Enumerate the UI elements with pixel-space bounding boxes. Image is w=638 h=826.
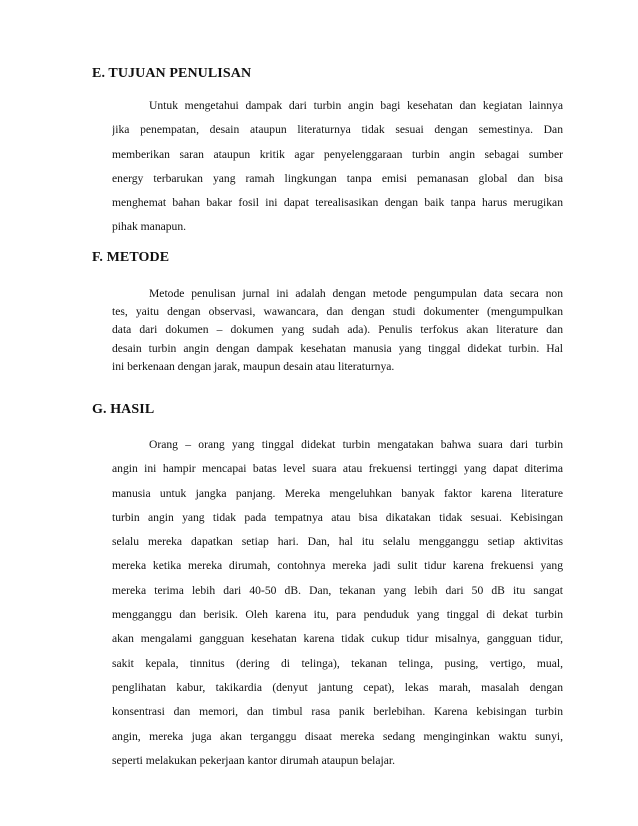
text-line: seperti melakukan pekerjaan kantor dirumah ataupun belajar. [112,753,395,767]
text-line: Untuk mengetahui dampak dari turbin angin bagi kesehatan dan kegiatan lainnya [149,99,563,112]
text-line: ini berkenaan dengan jarak, maupun desain atau literaturnya. [112,359,395,373]
text-line: konsentrasi dan memori, dan timbul rasa panik berlebihan. Karena kebisingan turbin [112,705,563,719]
paragraph-hasil [112,438,563,778]
text-line: mengganggu dan berisik. Oleh karena itu, para penduduk yang tinggal di dekat turbin [112,608,563,622]
text-line: penglihatan kabur, takikardia (denyut jantung cepat), lekas marah, masalah dengan [112,680,563,694]
text-line: mereka terima lebih dari 40-50 dB. Dan, tekanan yang lebih dari 50 dB itu sangat [112,583,563,597]
text-line: menghemat bahan bakar fosil ini dapat terealisasikan dengan baik tanpa harus merugikan [112,196,563,210]
text-line: Orang – orang yang tinggal didekat turbin mengatakan bahwa suara dari turbin [149,438,563,451]
text-line: energy terbarukan yang ramah lingkungan tanpa emisi pemanasan global dan bisa [112,171,563,185]
text-line: angin ini hampir mencapai batas level suara atau frekuensi tertinggi yang dapat diterima [112,462,563,476]
text-line: akan mengalami gangguan kesehatan karena tidak cukup tidur misalnya, gangguan tidur, [112,632,563,646]
text-line: pihak manapun. [112,220,187,234]
text-line: selalu mereka dapatkan setiap hari. Dan, hal itu selalu mengganggu setiap aktivitas [112,535,563,549]
text-line: desain turbin angin dengan dampak kesehatan manusia yang tinggal didekat turbin. Hal [112,341,563,355]
heading-metode: F. METODE [92,250,170,265]
text-line: manusia untuk jangka panjang. Mereka mengeluhkan banyak faktor karena literature [112,486,563,500]
text-line: mereka ketika mereka dirumah, contohnya mereka jadi sulit tidur karena frekuensi yang [112,559,563,573]
text-line: memberikan saran ataupun kritik agar penyelenggaraan turbin angin sebagai sumber [112,147,563,161]
text-line: turbin angin yang tidak pada tempatnya atau bisa dikatakan tidak sesuai. Kebisingan [112,510,563,524]
text-line: tes, yaitu dengan observasi, wawancara, dan dengan studi dokumenter (mengumpulkan [112,305,563,319]
paragraph-metode [112,287,563,378]
text-line: sakit kepala, tinnitus (dering di telinga), tekanan telinga, pusing, vertigo, mual, [112,656,563,670]
text-line: Metode penulisan jurnal ini adalah dengan metode pengumpulan data secara non [149,287,563,300]
text-line: angin, mereka juga akan terganggu disaat mereka sedang menginginkan waktu sunyi, [112,729,563,743]
text-line: jika penempatan, desain ataupun literaturnya tidak sesuai dengan semestinya. Dan [112,123,563,137]
heading-tujuan-penulisan: E. TUJUAN PENULISAN [92,66,252,81]
heading-hasil: G. HASIL [92,402,155,417]
text-line: data dari dokumen – dokumen yang sudah ada). Penulis terfokus akan literature dan [112,323,563,337]
paragraph-tujuan-penulisan [112,99,563,245]
